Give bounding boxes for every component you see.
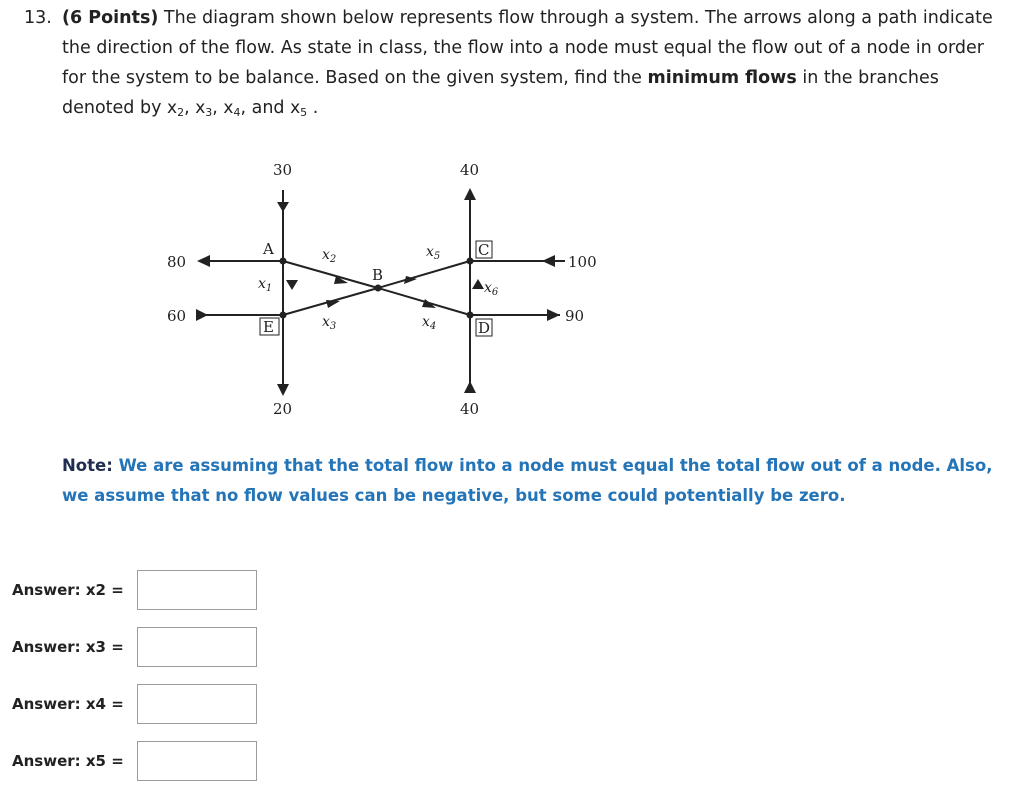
flow-label-60: 60 xyxy=(167,307,187,325)
answer-label-x2: Answer: x2 = xyxy=(12,581,124,599)
variable-x4: $x_4$ xyxy=(223,98,241,119)
branch-label-x2: $x_2$ xyxy=(322,247,337,265)
answer-label-x4: Answer: x4 = xyxy=(12,695,124,713)
answer-input-x3[interactable] xyxy=(137,627,257,667)
question-bold-term: minimum flows xyxy=(647,68,797,88)
note-text: We are assuming that the total flow into a node must equal the total flow out of a node. Also, we assume that no flow values can be negative, but some could potentially be zero. xyxy=(62,456,993,505)
flow-label-40-bottom: 40 xyxy=(460,400,480,418)
node-label-e: E xyxy=(263,318,274,336)
answer-row-x2 xyxy=(12,570,257,610)
variable-x3: $x_3$ xyxy=(195,98,213,119)
question-text: (6 Points) The diagram shown below represents flow through a system. The arrows along a path indicate the direction of the flow. As state in class, the flow into a node must equal the flow out of a node in order for the system to be balance. Based on the given system, find the minimum flows in the branches denoted by $x_2$, $x_3$, $x_4$, and $x_5$ . xyxy=(62,8,993,119)
branch-label-x4: $x_4$ xyxy=(422,314,437,332)
variable-x5: $x_5$ xyxy=(290,98,308,119)
node-dot-a xyxy=(280,258,287,265)
flow-label-90: 90 xyxy=(565,307,585,325)
node-dot-e xyxy=(280,312,287,319)
node-dot-b xyxy=(375,285,382,292)
arrow-right-90 xyxy=(547,309,560,321)
node-label-c: C xyxy=(478,241,490,259)
flow-diagram xyxy=(150,150,620,425)
variable-x2: $x_2$ xyxy=(167,98,185,119)
flow-label-40-top: 40 xyxy=(460,161,480,179)
branch-label-x1: $x_1$ xyxy=(258,276,273,294)
arrow-x3 xyxy=(326,300,340,308)
node-label-d: D xyxy=(478,319,491,337)
answer-input-x4[interactable] xyxy=(137,684,257,724)
answer-row-x4 xyxy=(12,684,257,724)
diagram-arrowheads xyxy=(196,188,560,396)
arrow-left-80 xyxy=(197,255,210,267)
arrow-down-20 xyxy=(277,384,289,396)
branch-label-x6: $x_6$ xyxy=(484,280,499,298)
node-dot-d xyxy=(467,312,474,319)
arrow-down-x1 xyxy=(286,280,298,290)
question-header xyxy=(24,3,1009,123)
arrow-left-100 xyxy=(542,255,555,267)
note-label: Note: xyxy=(62,456,113,475)
answer-label-x3: Answer: x3 = xyxy=(12,638,124,656)
question-sentence-1: The diagram shown below represents flow through a system. The arrows along a path indicate the direction of the flow. As state in class, the flow into a node must equal the flow out of a node in order for the system to be balance. Based on the given system, find the xyxy=(62,8,993,88)
answer-input-x2[interactable] xyxy=(137,570,257,610)
arrow-down-30 xyxy=(277,202,289,212)
arrow-right-60 xyxy=(196,309,208,321)
answer-row-x3 xyxy=(12,627,257,667)
flow-label-30: 30 xyxy=(273,161,293,179)
question-points: (6 Points) xyxy=(62,8,159,28)
question-sentence-2: in the branches denoted by xyxy=(62,68,939,118)
flow-label-20: 20 xyxy=(273,400,293,418)
answer-input-x5[interactable] xyxy=(137,741,257,781)
line-b-d xyxy=(378,288,470,315)
flow-label-100: 100 xyxy=(568,253,597,271)
arrow-up-40-bottom xyxy=(464,381,476,393)
node-label-b: B xyxy=(372,266,384,284)
arrow-up-40 xyxy=(464,188,476,200)
branch-label-x3: $x_3$ xyxy=(322,314,337,332)
arrow-up-x6 xyxy=(472,279,484,289)
question-number: 13. xyxy=(24,8,52,28)
question-block xyxy=(24,3,1009,123)
note-block xyxy=(62,451,1012,511)
answer-label-x5: Answer: x5 = xyxy=(12,752,124,770)
line-a-b xyxy=(283,261,378,288)
flow-label-80: 80 xyxy=(167,253,187,271)
branch-label-x5: $x_5$ xyxy=(426,244,441,262)
node-dot-c xyxy=(467,258,474,265)
answer-row-x5 xyxy=(12,741,257,781)
node-label-a: A xyxy=(263,240,274,258)
line-b-c xyxy=(378,261,470,288)
